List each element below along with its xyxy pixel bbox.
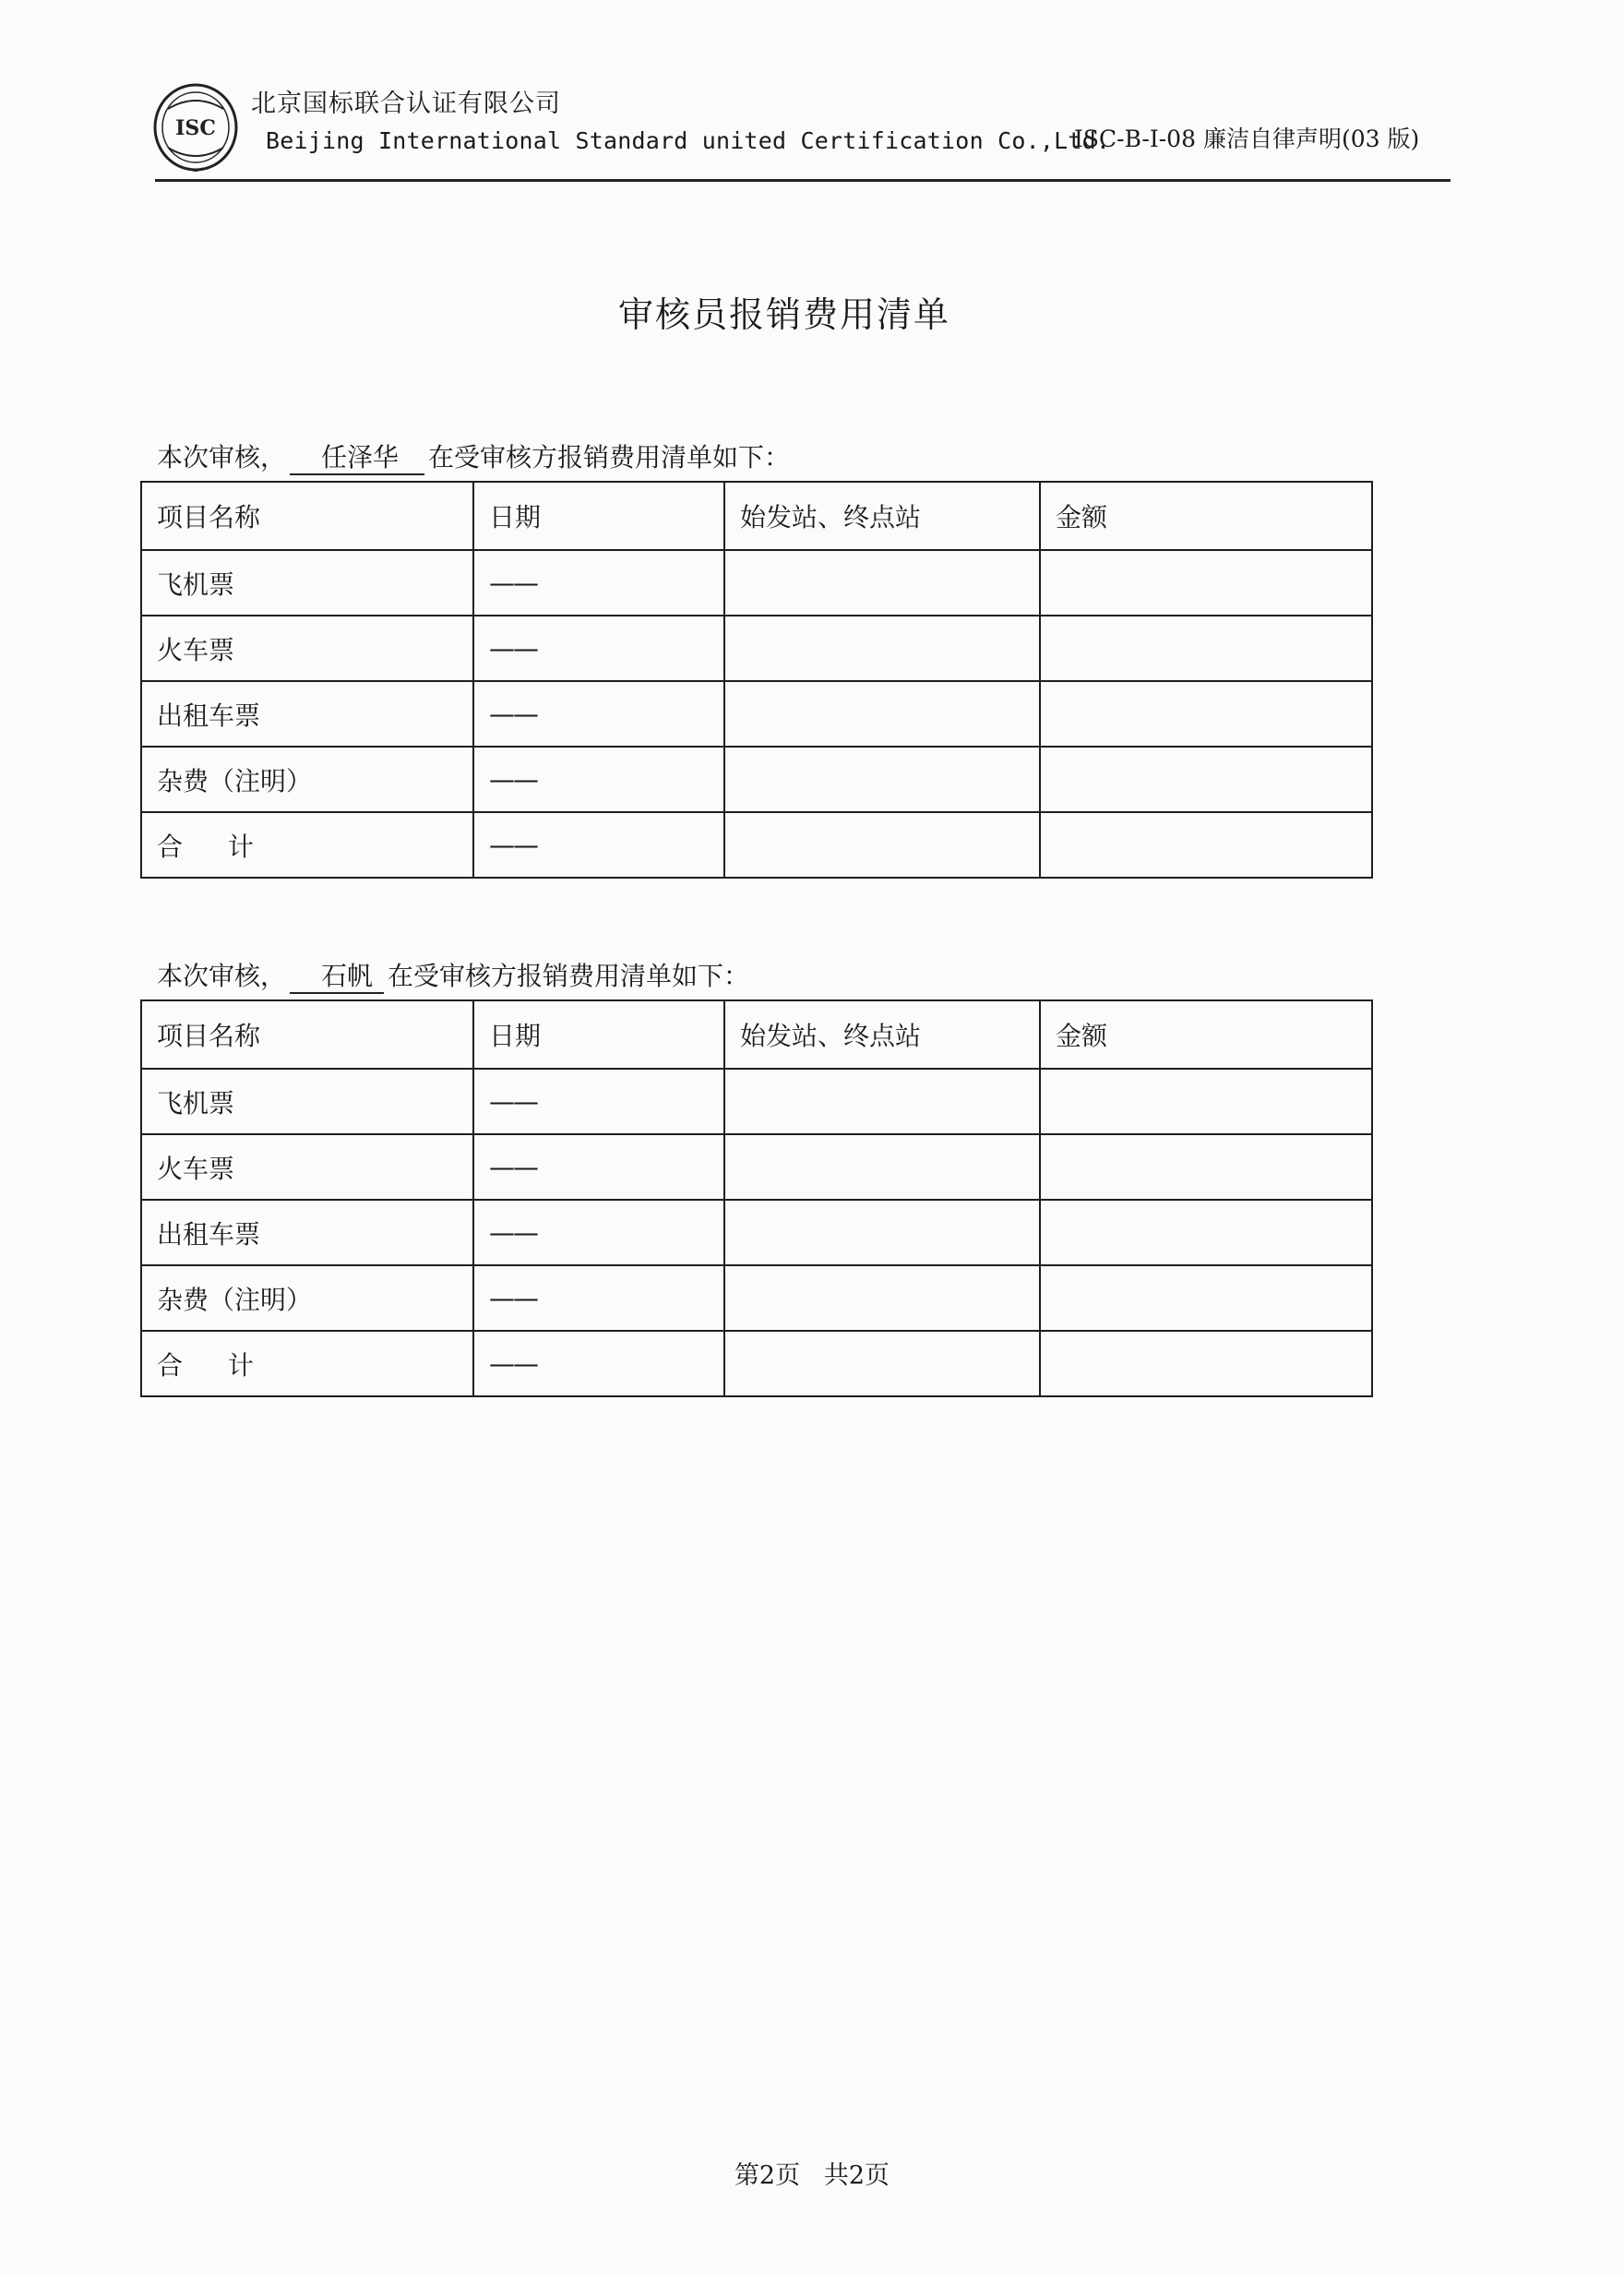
company-name-cn: 北京国标联合认证有限公司 — [251, 90, 561, 118]
date-cell: —— — [473, 1069, 724, 1134]
route-cell — [724, 812, 1040, 878]
header-route: 始发站、终点站 — [724, 482, 1040, 550]
row-label: 出租车票 — [141, 1200, 473, 1265]
header-item-name: 项目名称 — [141, 1000, 473, 1069]
date-cell: —— — [473, 812, 724, 878]
table-row-total — [141, 812, 1372, 878]
date-cell: —— — [473, 1265, 724, 1331]
page-title: 审核员报销费用清单 — [617, 294, 950, 335]
header-amount: 金额 — [1040, 482, 1372, 550]
route-cell — [724, 747, 1040, 812]
header-route: 始发站、终点站 — [724, 1000, 1040, 1069]
row-label: 火车票 — [141, 616, 473, 681]
amount-cell — [1040, 1069, 1372, 1134]
table-row — [141, 681, 1372, 747]
auditor-name: 任泽华 — [290, 442, 424, 475]
amount-cell — [1040, 1200, 1372, 1265]
page-footer — [0, 2155, 1624, 2191]
row-label-total: 合 计 — [141, 1331, 473, 1396]
row-label-total: 合 计 — [141, 812, 473, 878]
table-row-total — [141, 1331, 1372, 1396]
row-label: 火车票 — [141, 1134, 473, 1200]
statement-suffix: 在受审核方报销费用清单如下： — [388, 961, 750, 991]
date-cell: —— — [473, 616, 724, 681]
table-header-row — [141, 482, 1372, 550]
amount-cell — [1040, 1331, 1372, 1396]
amount-cell — [1040, 681, 1372, 747]
statement-prefix: 本次审核， — [157, 961, 287, 991]
table-row — [141, 1265, 1372, 1331]
statement-prefix: 本次审核， — [157, 442, 287, 473]
amount-cell — [1040, 1265, 1372, 1331]
route-cell — [724, 1265, 1040, 1331]
auditor-statement-2 — [157, 956, 749, 994]
page-number: 第2页 — [734, 2161, 801, 2190]
date-cell: —— — [473, 550, 724, 616]
amount-cell — [1040, 747, 1372, 812]
route-cell — [724, 1134, 1040, 1200]
route-cell — [724, 616, 1040, 681]
date-cell: —— — [473, 1200, 724, 1265]
amount-cell — [1040, 812, 1372, 878]
amount-cell — [1040, 550, 1372, 616]
route-cell — [724, 1200, 1040, 1265]
table-row — [141, 1200, 1372, 1265]
amount-cell — [1040, 1134, 1372, 1200]
expense-table-1 — [140, 481, 1373, 879]
amount-cell — [1040, 616, 1372, 681]
date-cell: —— — [473, 681, 724, 747]
table-row — [141, 550, 1372, 616]
route-cell — [724, 550, 1040, 616]
page-total: 共2页 — [823, 2161, 890, 2190]
route-cell — [724, 1331, 1040, 1396]
table-row — [141, 1069, 1372, 1134]
date-cell: —— — [473, 1331, 724, 1396]
row-label: 杂费（注明） — [141, 747, 473, 812]
company-name-en: Beijing International Standard united Certification Co.,Ltd. — [266, 127, 1111, 154]
header-divider — [155, 179, 1451, 182]
expense-table-2 — [140, 999, 1373, 1397]
table-header-row — [141, 1000, 1372, 1069]
date-cell: —— — [473, 1134, 724, 1200]
route-cell — [724, 681, 1040, 747]
header-date: 日期 — [473, 1000, 724, 1069]
row-label: 飞机票 — [141, 1069, 473, 1134]
date-cell: —— — [473, 747, 724, 812]
table-row — [141, 616, 1372, 681]
auditor-name: 石帆 — [290, 961, 384, 994]
row-label: 飞机票 — [141, 550, 473, 616]
table-row — [141, 747, 1372, 812]
statement-suffix: 在受审核方报销费用清单如下： — [428, 442, 791, 473]
header-amount: 金额 — [1040, 1000, 1372, 1069]
table-row — [141, 1134, 1372, 1200]
header-item-name: 项目名称 — [141, 482, 473, 550]
route-cell — [724, 1069, 1040, 1134]
header-date: 日期 — [473, 482, 724, 550]
row-label: 杂费（注明） — [141, 1265, 473, 1331]
document-code: ISC-B-I-08 廉洁自律声明(03 版) — [1074, 126, 1420, 152]
auditor-statement-1 — [157, 437, 790, 475]
svg-text:ISC: ISC — [175, 116, 216, 140]
isc-logo-seal — [151, 81, 240, 175]
letterhead — [148, 76, 1451, 186]
row-label: 出租车票 — [141, 681, 473, 747]
